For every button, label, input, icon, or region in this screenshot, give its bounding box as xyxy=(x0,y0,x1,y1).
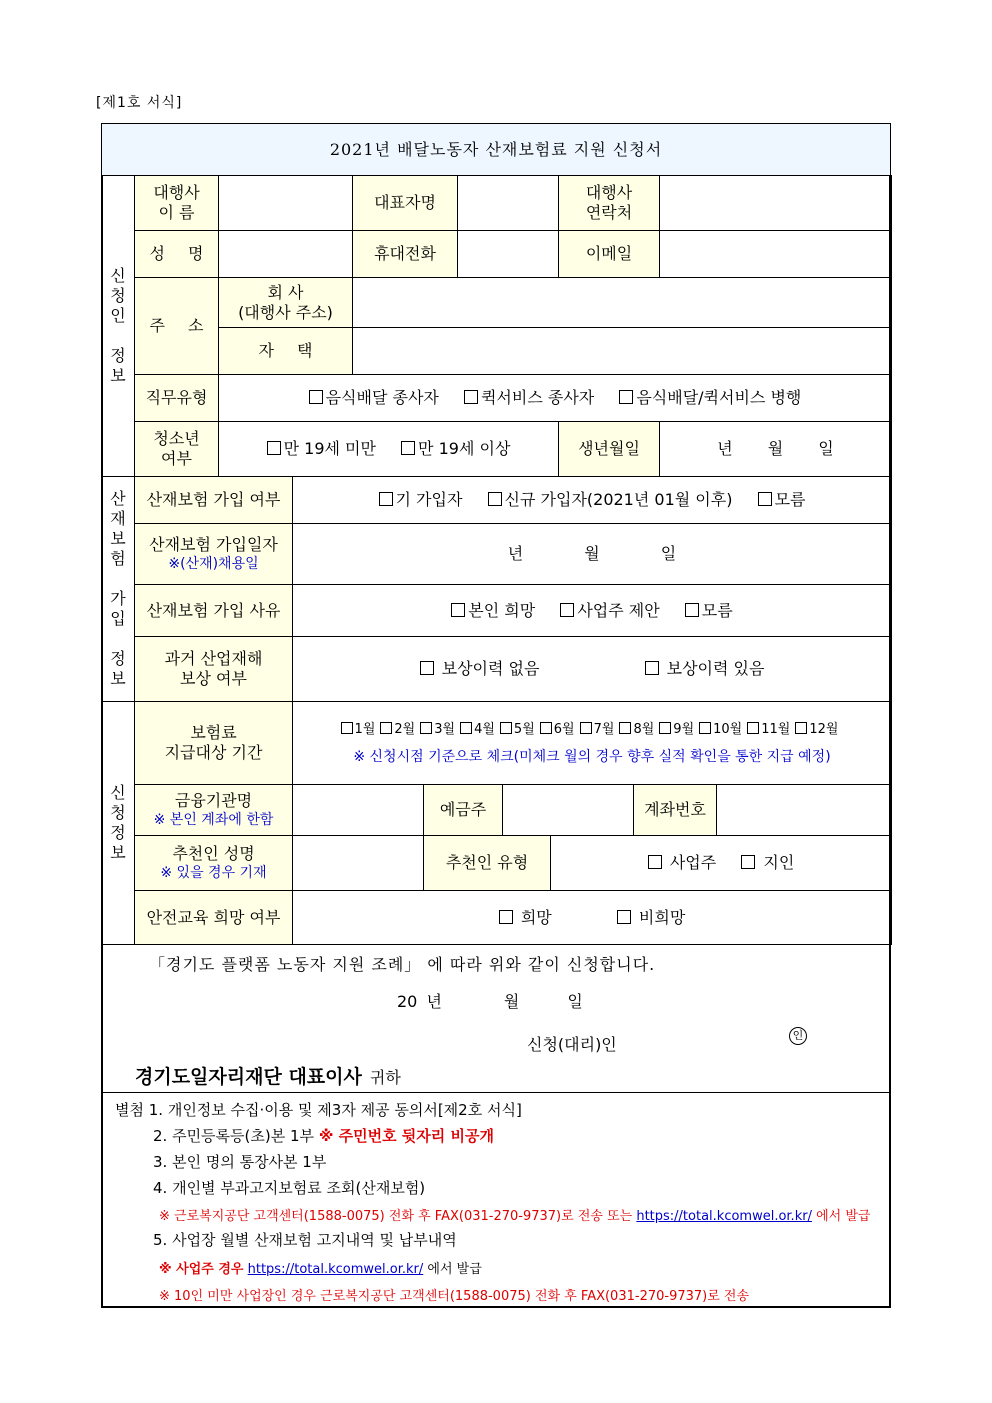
attachment-4-link[interactable]: https://total.kcomwel.or.kr/ xyxy=(636,1209,812,1224)
company-address-label: 회 사 (대행사 주소) xyxy=(219,278,353,328)
attachment-6-note: ※ 10인 미만 사업장인 경우 근로복지공단 고객센터(1588-0075) 전화 후 FAX(031-270-9737)로 전송 xyxy=(159,1289,750,1304)
mobile-label: 휴대전화 xyxy=(353,231,458,278)
month-1[interactable]: 1월 xyxy=(341,722,376,737)
period-field xyxy=(293,702,892,785)
attachment-4: 4. 개인별 부과고지보험료 조회(산재보험) xyxy=(153,1179,426,1197)
checkbox-icon[interactable] xyxy=(500,722,512,734)
home-address-label: 자 택 xyxy=(219,328,353,375)
agency-name-field[interactable] xyxy=(219,176,353,231)
job-type-options xyxy=(219,375,892,422)
email-label: 이메일 xyxy=(559,231,660,278)
enroll-date-field[interactable]: 년 월 일 xyxy=(293,524,892,585)
checkbox-icon[interactable] xyxy=(758,492,772,506)
month-7[interactable]: 7월 xyxy=(580,722,615,737)
address-label: 주 소 xyxy=(135,278,219,375)
checkbox-icon[interactable] xyxy=(420,661,434,675)
attachment-2: 2. 주민등록등(초)본 1부 ※ 주민번호 뒷자리 비공개 xyxy=(153,1127,494,1145)
declaration-statement: 「경기도 플랫폼 노동자 지원 조례」 에 따라 위와 같이 신청합니다. xyxy=(149,955,656,974)
name-label: 성 명 xyxy=(135,231,219,278)
attachment-2-note: ※ 주민번호 뒷자리 비공개 xyxy=(318,1127,494,1145)
past-accident-option-yes[interactable]: 보상이력 있음 xyxy=(645,659,765,678)
email-field[interactable] xyxy=(660,231,892,278)
checkbox-icon[interactable] xyxy=(488,492,502,506)
checkbox-icon[interactable] xyxy=(341,722,353,734)
safety-option-no[interactable]: 비희망 xyxy=(617,908,685,927)
recommender-type-acquaintance[interactable]: 지인 xyxy=(741,853,794,872)
month-8[interactable]: 8월 xyxy=(619,722,654,737)
account-field[interactable] xyxy=(717,785,891,835)
attachments xyxy=(101,1092,891,1309)
checkbox-icon[interactable] xyxy=(401,441,415,455)
declaration-date[interactable]: 20 년 월 일 xyxy=(397,992,583,1011)
job-type-option-quick[interactable]: 퀵서비스 종사자 xyxy=(464,388,594,407)
holder-field[interactable] xyxy=(503,785,634,836)
reason-option-employer[interactable]: 사업주 제안 xyxy=(560,601,659,620)
checkbox-icon[interactable] xyxy=(380,722,392,734)
attachment-4-note: ※ 근로복지공단 고객센터(1588-0075) 전화 후 FAX(031-270-9737)로 전송 또는 https://total.kcomwel.or.kr/ 에서 발급 xyxy=(159,1209,871,1224)
period-label: 보험료 지급대상 기간 xyxy=(135,702,293,785)
seal-icon: 인 xyxy=(789,1027,807,1045)
section-label-request: 신 청 정 보 xyxy=(102,702,135,945)
past-accident-option-none[interactable]: 보상이력 없음 xyxy=(420,659,540,678)
checkbox-icon[interactable] xyxy=(451,603,465,617)
checkbox-icon[interactable] xyxy=(659,722,671,734)
section-label-insurance: 산 재 보 험 가 입 정 보 xyxy=(102,477,135,702)
month-3[interactable]: 3월 xyxy=(420,722,455,737)
agency-contact-label: 대행사 연락처 xyxy=(559,176,660,231)
job-type-label: 직무유형 xyxy=(135,375,219,422)
enrolled-option-unknown[interactable]: 모름 xyxy=(758,490,806,509)
addressee: 경기도일자리재단 대표이사 귀하 xyxy=(135,1066,401,1088)
enroll-date-note: ※(산재)채용일 xyxy=(168,556,259,572)
period-note: ※ 신청시점 기준으로 체크(미체크 월의 경우 향후 실적 확인을 통한 지급 예정) xyxy=(353,749,831,765)
checkbox-icon[interactable] xyxy=(648,855,662,869)
attachment-3: 3. 본인 명의 통장사본 1부 xyxy=(153,1153,327,1171)
account-label: 계좌번호 xyxy=(634,785,717,835)
checkbox-icon[interactable] xyxy=(309,390,323,404)
recommender-label: 추천인 성명 ※ 있을 경우 기재 xyxy=(135,836,293,891)
reason-options xyxy=(293,585,892,637)
recommender-field[interactable] xyxy=(293,836,424,891)
youth-label: 청소년 여부 xyxy=(135,422,219,477)
safety-options xyxy=(293,891,892,945)
form-code: [제1호 서식] xyxy=(96,95,183,111)
attachment-1: 별첨 1. 개인정보 수집·이용 및 제3자 제공 동의서[제2호 서식] xyxy=(115,1101,522,1119)
declaration xyxy=(101,942,891,1092)
birth-field[interactable]: 년 월 일 xyxy=(660,422,892,477)
form-title: 2021년 배달노동자 산재보험료 지원 신청서 xyxy=(102,124,891,176)
company-address-field[interactable] xyxy=(353,278,892,328)
checkbox-icon[interactable] xyxy=(619,722,631,734)
checkbox-icon[interactable] xyxy=(617,910,631,924)
name-field[interactable] xyxy=(219,231,353,278)
month-6[interactable]: 6월 xyxy=(540,722,575,737)
recommender-type-employer[interactable]: 사업주 xyxy=(648,853,716,872)
reason-label: 산재보험 가입 사유 xyxy=(135,585,293,637)
checkbox-icon[interactable] xyxy=(540,722,552,734)
bank-field[interactable] xyxy=(293,785,424,836)
youth-options xyxy=(219,422,559,477)
month-5[interactable]: 5월 xyxy=(500,722,535,737)
checkbox-icon[interactable] xyxy=(699,722,711,734)
month-9[interactable]: 9월 xyxy=(659,722,694,737)
home-address-field[interactable] xyxy=(353,328,892,375)
safety-option-yes[interactable]: 희망 xyxy=(499,908,552,927)
checkbox-icon[interactable] xyxy=(741,855,755,869)
checkbox-icon[interactable] xyxy=(560,603,574,617)
honorific: 귀하 xyxy=(369,1068,401,1087)
checkbox-icon[interactable] xyxy=(464,390,478,404)
mobile-field[interactable] xyxy=(458,231,559,278)
checkbox-icon[interactable] xyxy=(267,441,281,455)
birth-label: 생년월일 xyxy=(559,422,660,477)
request-section xyxy=(101,701,892,945)
checkbox-icon[interactable] xyxy=(580,722,592,734)
title-table xyxy=(101,123,891,176)
job-type-option-food[interactable]: 음식배달 종사자 xyxy=(309,388,439,407)
youth-option-under19[interactable]: 만 19세 미만 xyxy=(267,439,376,458)
checkbox-icon[interactable] xyxy=(499,910,513,924)
checkbox-icon[interactable] xyxy=(460,722,472,734)
applicant-signature-label: 신청(대리)인 xyxy=(527,1035,617,1054)
account-cell xyxy=(634,785,892,836)
youth-option-over19[interactable]: 만 19세 이상 xyxy=(401,439,510,458)
checkbox-icon[interactable] xyxy=(685,603,699,617)
representative-label: 대표자명 xyxy=(353,176,458,231)
checkbox-icon[interactable] xyxy=(645,661,659,675)
checkbox-icon[interactable] xyxy=(619,390,633,404)
enrolled-options xyxy=(293,477,892,524)
past-accident-label: 과거 산업재해 보상 여부 xyxy=(135,637,293,702)
month-10[interactable]: 10월 xyxy=(699,722,742,737)
enrolled-label: 산재보험 가입 여부 xyxy=(135,477,293,524)
month-12[interactable]: 12월 xyxy=(795,722,838,737)
job-type-option-both[interactable]: 음식배달/퀵서비스 병행 xyxy=(619,388,801,407)
bank-label: 금융기관명 ※ 본인 계좌에 한함 xyxy=(135,785,293,836)
holder-label: 예금주 xyxy=(424,785,503,836)
checkbox-icon[interactable] xyxy=(420,722,432,734)
months-list xyxy=(295,720,889,740)
section-label-applicant: 신 청 인 정 보 xyxy=(102,176,135,477)
enroll-date-label: 산재보험 가입일자 ※(산재)채용일 xyxy=(135,524,293,585)
recommender-note: ※ 있을 경우 기재 xyxy=(160,865,267,881)
attachment-5-link[interactable]: https://total.kcomwel.or.kr/ xyxy=(247,1262,424,1277)
attachment-5-note: ※ 사업주 경우 https://total.kcomwel.or.kr/ 에서 발급 xyxy=(159,1262,482,1277)
recommender-type-label: 추천인 유형 xyxy=(424,836,551,891)
applicant-section xyxy=(101,175,892,477)
reason-option-self[interactable]: 본인 희망 xyxy=(451,601,535,620)
reason-option-unknown[interactable]: 모름 xyxy=(685,601,733,620)
month-2[interactable]: 2월 xyxy=(380,722,415,737)
recommender-type-options xyxy=(551,836,892,891)
past-accident-options xyxy=(293,637,892,702)
insurance-section xyxy=(101,476,892,702)
month-11[interactable]: 11월 xyxy=(747,722,790,737)
attachment-5: 5. 사업장 월별 산재보험 고지내역 및 납부내역 xyxy=(153,1231,457,1249)
bank-note: ※ 본인 계좌에 한함 xyxy=(153,812,274,828)
agency-name-label: 대행사 이 름 xyxy=(135,176,219,231)
checkbox-icon[interactable] xyxy=(747,722,759,734)
agency-contact-field[interactable] xyxy=(660,176,892,231)
enrolled-option-new[interactable]: 신규 가입자(2021년 01월 이후) xyxy=(488,490,733,509)
safety-label: 안전교육 희망 여부 xyxy=(135,891,293,945)
month-4[interactable]: 4월 xyxy=(460,722,495,737)
enrolled-option-existing[interactable]: 기 가입자 xyxy=(379,490,463,509)
checkbox-icon[interactable] xyxy=(795,722,807,734)
representative-field[interactable] xyxy=(458,176,559,231)
checkbox-icon[interactable] xyxy=(379,492,393,506)
